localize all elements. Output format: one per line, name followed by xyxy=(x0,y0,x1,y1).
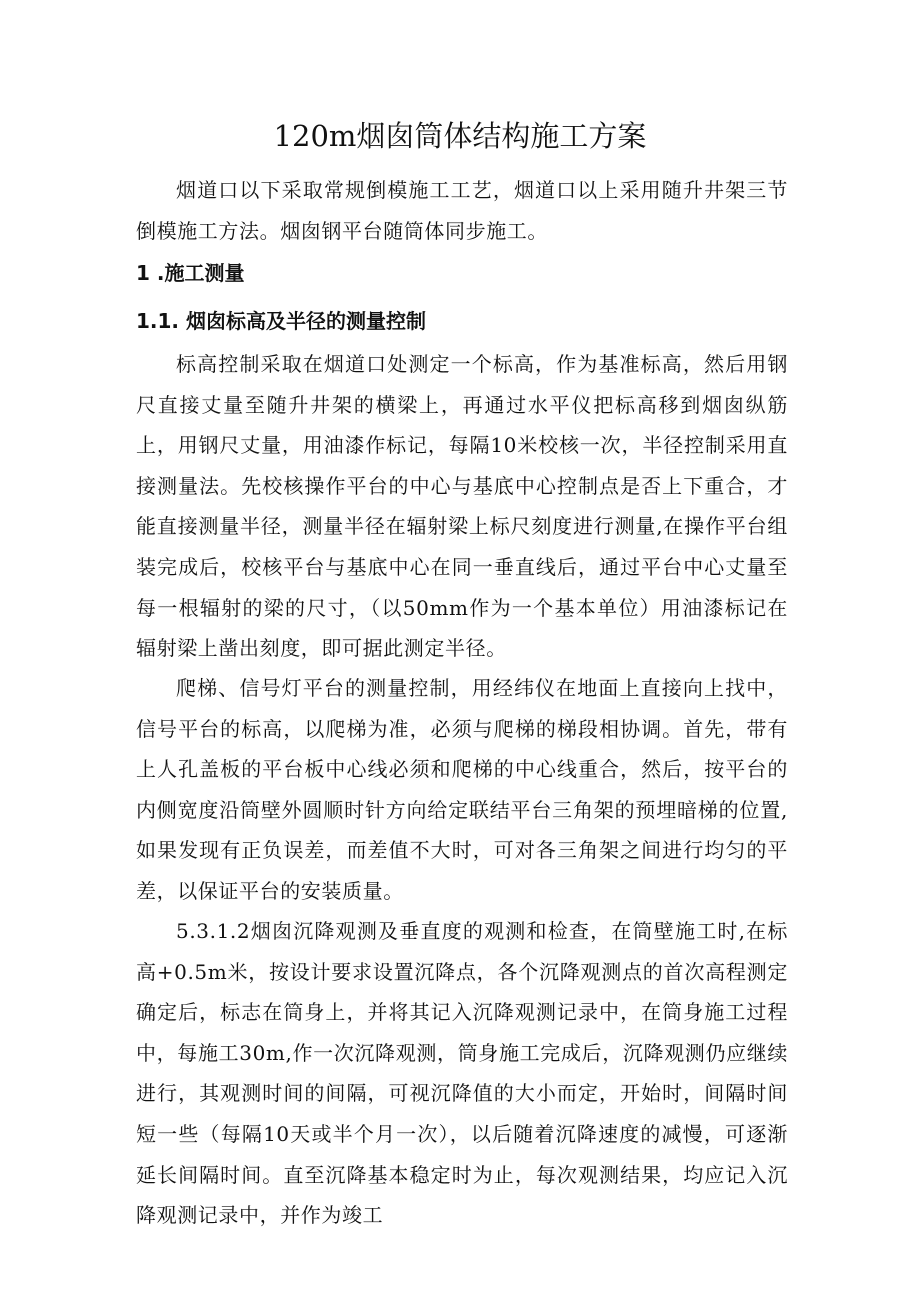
subsection-1-1-heading: 1.1. 烟囱标高及半径的测量控制 xyxy=(136,309,426,333)
document-title: 120m烟囱筒体结构施工方案 xyxy=(273,119,647,153)
ladder-platform-control-paragraph: 爬梯、信号灯平台的测量控制，用经纬仪在地面上直接向上找中，信号平台的标高，以爬梯为准，必须与爬梯的梯段相协调。首先，带有上人孔盖板的平台板中心线必须和爬梯的中心线重合，然后，按平台的内侧宽度沿筒壁外圆顺时针方向给定联结平台三角架的预埋暗梯的位置,如果发现有正负误差，而差值不大时，可对各三角架之间进行均匀的平差，以保证平台的安装质量。 xyxy=(136,676,788,903)
section-1-heading: 1 .施工测量 xyxy=(136,261,245,285)
intro-paragraph: 烟道口以下采取常规倒模施工工艺，烟道口以上采用随升井架三节倒模施工方法。烟囱钢平台随筒体同步施工。 xyxy=(136,178,788,243)
settlement-observation-paragraph: 5.3.1.2烟囱沉降观测及垂直度的观测和检查，在筒壁施工时,在标高+0.5m米，按设计要求设置沉降点，各个沉降观测点的首次高程测定确定后，标志在筒身上，并将其记入沉降观测记录中，在筒身施工过程中，每施工30m,作一次沉降观测，筒身施工完成后，沉降观测仍应继续进行，其观测时间的间隔，可视沉降值的大小而定，开始时，间隔时间短一些（每隔10天或半个月一次），以后随着沉降速度的减慢，可逐渐延长间隔时间。直至沉降基本稳定时为止，每次观测结果，均应记入沉降观测记录中，并作为竣工 xyxy=(136,919,788,1228)
elevation-radius-control-paragraph: 标高控制采取在烟道口处测定一个标高，作为基准标高，然后用钢尺直接丈量至随升井架的横梁上，再通过水平仪把标高移到烟囱纵筋上，用钢尺丈量，用油漆作标记，每隔10米校核一次，半径控制采用直接测量法。先校核操作平台的中心与基底中心控制点是否上下重合，才能直接测量半径，测量半径在辐射梁上标尺刻度进行测量,在操作平台组装完成后，校核平台与基底中心在同一垂直线后，通过平台中心丈量至每一根辐射的梁的尺寸，（以50mm作为一个基本单位）用油漆标记在辐射梁上凿出刻度，即可据此测定半径。 xyxy=(136,352,788,661)
